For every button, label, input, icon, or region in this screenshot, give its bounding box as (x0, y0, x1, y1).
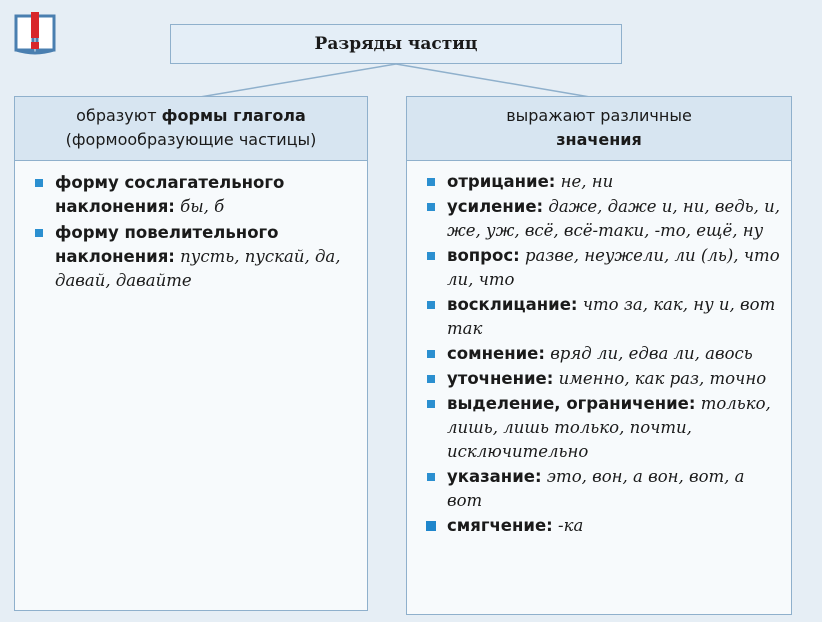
list-item (421, 293, 781, 341)
list-item (421, 342, 781, 366)
item-examples: что за, как, ну и, вот так (447, 295, 776, 338)
item-term: сомнение: (447, 344, 545, 363)
item-term: уточнение: (447, 369, 554, 388)
bullet-icon (427, 301, 435, 309)
item-term: отрицание: (447, 172, 556, 191)
list-item (421, 367, 781, 391)
bullet-icon (427, 400, 435, 408)
item-examples: -ка (552, 516, 584, 535)
left-header-line2: (формообразующие частицы) (65, 130, 317, 149)
item-examples: именно, как раз, точно (553, 369, 767, 388)
item-term: форму повелительного наклонения: (55, 223, 279, 266)
right-header-bold: значения (556, 130, 642, 149)
item-examples: разве, неужели, ли (ль), что ли, что (447, 246, 780, 289)
connector-right-line (396, 64, 590, 97)
item-term: восклицание: (447, 295, 578, 314)
form-building-particles-panel (14, 96, 368, 611)
bullet-icon (427, 375, 435, 383)
connector-left-line (200, 64, 396, 97)
diagram-title-text: Разряды частиц (314, 34, 478, 54)
right-item-list (407, 161, 791, 538)
list-item (421, 514, 781, 538)
meaning-particles-panel (406, 96, 792, 615)
list-item (421, 244, 781, 292)
list-item (421, 195, 781, 243)
item-examples: не, ни (555, 172, 614, 191)
list-item (29, 171, 357, 219)
item-term: вопрос: (447, 246, 520, 265)
bullet-icon (35, 179, 43, 187)
item-term: форму сослагательного наклонения: (55, 173, 285, 216)
bullet-icon (427, 252, 435, 260)
left-item-list (15, 161, 367, 293)
list-item (421, 465, 781, 513)
list-item (421, 170, 781, 194)
item-examples: бы, б (174, 197, 225, 216)
bullet-icon (427, 178, 435, 186)
item-term: смягчение: (447, 516, 553, 535)
item-term: усиление: (447, 197, 544, 216)
bullet-icon (35, 229, 43, 237)
bullet-icon (427, 350, 435, 358)
right-panel-header (407, 97, 791, 161)
list-item (421, 392, 781, 464)
item-term: указание: (447, 467, 542, 486)
item-examples: пусть, пускай, да, давай, давайте (55, 247, 341, 290)
left-header-pre: образуют (76, 106, 162, 125)
left-header-line1 (15, 104, 367, 128)
connector-lines (0, 0, 822, 100)
right-header-line1: выражают различные (506, 106, 692, 125)
left-panel-header (15, 97, 367, 161)
bullet-icon (426, 521, 436, 531)
item-examples: даже, даже и, ни, ведь, и, же, уж, всё, всё-таки, -то, ещё, ну (447, 197, 781, 240)
bullet-icon (427, 203, 435, 211)
item-term: выделение, ограничение: (447, 394, 696, 413)
item-examples: вряд ли, едва ли, авось (544, 344, 753, 363)
item-examples: только, лишь, лишь только, почти, исключительно (447, 394, 771, 461)
bullet-icon (427, 473, 435, 481)
item-examples: это, вон, а вон, вот, а вот (447, 467, 745, 510)
list-item (29, 221, 357, 293)
left-header-bold: формы глагола (161, 106, 306, 125)
